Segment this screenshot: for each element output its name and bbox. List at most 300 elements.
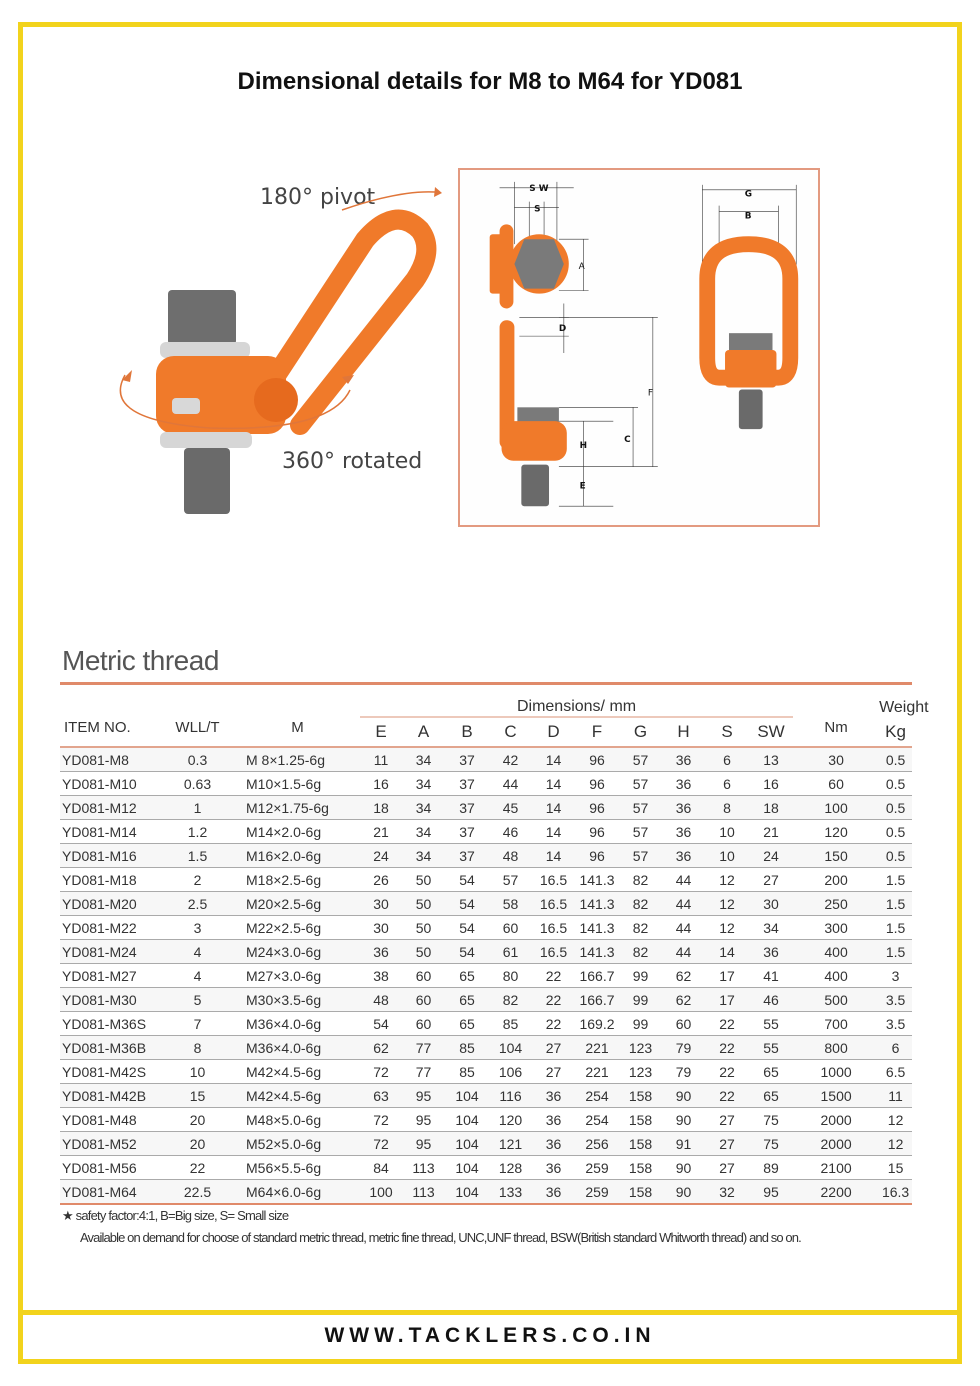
cell-a: 34	[402, 844, 445, 868]
cell-e: 100	[360, 1180, 402, 1205]
cell-h: 91	[662, 1132, 705, 1156]
cell-s: 22	[705, 1012, 749, 1036]
cell-h: 44	[662, 916, 705, 940]
column-header-m: M	[235, 713, 360, 743]
cell-g: 57	[619, 844, 662, 868]
cell-kg: 11	[879, 1084, 912, 1108]
cell-d: 16.5	[532, 892, 575, 916]
cell-sw: 27	[749, 868, 793, 892]
cell-nm: 250	[793, 892, 879, 916]
cell-e: 38	[360, 964, 402, 988]
cell-d: 36	[532, 1108, 575, 1132]
body-slot	[172, 398, 200, 414]
cell-sw: 41	[749, 964, 793, 988]
cell-h: 60	[662, 1012, 705, 1036]
cell-f: 254	[575, 1108, 619, 1132]
cell-e: 72	[360, 1132, 402, 1156]
cell-f: 254	[575, 1084, 619, 1108]
table-row	[60, 1036, 912, 1060]
cell-g: 82	[619, 868, 662, 892]
cell-g: 158	[619, 1132, 662, 1156]
cell-h: 36	[662, 820, 705, 844]
cell-a: 60	[402, 988, 445, 1012]
cell-e: 30	[360, 892, 402, 916]
cell-g: 123	[619, 1060, 662, 1084]
metric-thread-table	[60, 690, 929, 1205]
cell-h: 44	[662, 892, 705, 916]
cell-kg: 1.5	[879, 868, 912, 892]
cell-sw: 21	[749, 820, 793, 844]
cell-e: 54	[360, 1012, 402, 1036]
cell-thread: M20×2.5-6g	[235, 892, 360, 916]
cell-g: 57	[619, 772, 662, 796]
cell-wll: 0.3	[160, 747, 235, 772]
cell-b: 37	[445, 747, 489, 772]
column-header-kg: Kg	[879, 717, 912, 747]
cell-a: 50	[402, 916, 445, 940]
cell-c: 57	[489, 868, 532, 892]
cell-b: 65	[445, 1012, 489, 1036]
cell-c: 42	[489, 747, 532, 772]
cell-thread: M36×4.0-6g	[235, 1012, 360, 1036]
cell-nm: 2100	[793, 1156, 879, 1180]
cell-h: 90	[662, 1156, 705, 1180]
cell-thread: M10×1.5-6g	[235, 772, 360, 796]
pivot-joint	[254, 378, 298, 422]
cell-h: 36	[662, 844, 705, 868]
washer-bottom	[160, 432, 252, 448]
cell-b: 37	[445, 820, 489, 844]
cell-c: 106	[489, 1060, 532, 1084]
cell-wll: 4	[160, 940, 235, 964]
cell-wll: 3	[160, 916, 235, 940]
footer-divider	[18, 1310, 962, 1315]
cell-item-no: YD081-M30	[60, 988, 160, 1012]
cell-item-no: YD081-M48	[60, 1108, 160, 1132]
cell-d: 36	[532, 1132, 575, 1156]
cell-d: 16.5	[532, 916, 575, 940]
cell-g: 158	[619, 1108, 662, 1132]
side-view-hex	[517, 407, 559, 422]
cell-a: 113	[402, 1180, 445, 1205]
cell-item-no: YD081-M36S	[60, 1012, 160, 1036]
cell-b: 37	[445, 796, 489, 820]
column-header-wll-t: WLL/T	[160, 713, 235, 743]
cell-d: 36	[532, 1084, 575, 1108]
cell-sw: 55	[749, 1012, 793, 1036]
cell-d: 14	[532, 772, 575, 796]
table-row	[60, 940, 912, 964]
cell-thread: M48×5.0-6g	[235, 1108, 360, 1132]
cell-item-no: YD081-M52	[60, 1132, 160, 1156]
cell-kg: 15	[879, 1156, 912, 1180]
cell-c: 45	[489, 796, 532, 820]
cell-kg: 12	[879, 1132, 912, 1156]
cell-sw: 24	[749, 844, 793, 868]
cell-a: 34	[402, 747, 445, 772]
cell-s: 10	[705, 820, 749, 844]
cell-e: 36	[360, 940, 402, 964]
cell-d: 14	[532, 796, 575, 820]
cell-d: 22	[532, 988, 575, 1012]
cell-kg: 6.5	[879, 1060, 912, 1084]
cell-b: 104	[445, 1180, 489, 1205]
cell-wll: 20	[160, 1132, 235, 1156]
cell-h: 36	[662, 796, 705, 820]
cell-sw: 16	[749, 772, 793, 796]
cell-a: 113	[402, 1156, 445, 1180]
cell-wll: 1.5	[160, 844, 235, 868]
cell-s: 12	[705, 868, 749, 892]
cell-s: 6	[705, 747, 749, 772]
cell-sw: 36	[749, 940, 793, 964]
column-header-b: B	[445, 717, 489, 747]
cell-g: 99	[619, 964, 662, 988]
cell-e: 63	[360, 1084, 402, 1108]
cell-sw: 65	[749, 1060, 793, 1084]
cell-item-no: YD081-M18	[60, 868, 160, 892]
cell-item-no: YD081-M36B	[60, 1036, 160, 1060]
pivot-label: 180° pivot	[260, 185, 376, 210]
cell-f: 96	[575, 796, 619, 820]
cell-h: 44	[662, 868, 705, 892]
cell-b: 65	[445, 964, 489, 988]
swivel-eyebolt-illustration	[80, 170, 450, 530]
column-header-s: S	[705, 717, 749, 747]
cell-a: 34	[402, 820, 445, 844]
cell-s: 14	[705, 940, 749, 964]
cell-f: 221	[575, 1036, 619, 1060]
cell-c: 46	[489, 820, 532, 844]
column-header-h: H	[662, 717, 705, 747]
cell-kg: 1.5	[879, 892, 912, 916]
cell-c: 58	[489, 892, 532, 916]
label-sw: S W	[529, 183, 549, 194]
cell-b: 37	[445, 844, 489, 868]
table-row	[60, 916, 912, 940]
cell-f: 221	[575, 1060, 619, 1084]
table-row	[60, 747, 912, 772]
cell-d: 14	[532, 820, 575, 844]
top-view-hex	[514, 239, 563, 288]
cell-b: 104	[445, 1084, 489, 1108]
cell-kg: 0.5	[879, 844, 912, 868]
table-row	[60, 1060, 912, 1084]
front-view-shank	[739, 390, 763, 430]
column-header-c: C	[489, 717, 532, 747]
cell-a: 34	[402, 772, 445, 796]
cell-b: 54	[445, 892, 489, 916]
cell-f: 141.3	[575, 892, 619, 916]
cell-kg: 6	[879, 1036, 912, 1060]
cell-c: 48	[489, 844, 532, 868]
cell-b: 54	[445, 916, 489, 940]
cell-s: 22	[705, 1060, 749, 1084]
cell-sw: 55	[749, 1036, 793, 1060]
cell-f: 259	[575, 1180, 619, 1205]
cell-item-no: YD081-M56	[60, 1156, 160, 1180]
cell-d: 22	[532, 964, 575, 988]
cell-wll: 8	[160, 1036, 235, 1060]
column-header-g: G	[619, 717, 662, 747]
cell-c: 60	[489, 916, 532, 940]
cell-kg: 0.5	[879, 747, 912, 772]
cell-item-no: YD081-M42B	[60, 1084, 160, 1108]
cell-c: 128	[489, 1156, 532, 1180]
cell-c: 85	[489, 1012, 532, 1036]
cell-sw: 95	[749, 1180, 793, 1205]
cell-g: 82	[619, 916, 662, 940]
cell-item-no: YD081-M64	[60, 1180, 160, 1205]
cell-thread: M36×4.0-6g	[235, 1036, 360, 1060]
table-row	[60, 1156, 912, 1180]
cell-a: 50	[402, 868, 445, 892]
table-row	[60, 964, 912, 988]
column-header-item-no: ITEM NO.	[60, 713, 160, 743]
column-header-f: F	[575, 717, 619, 747]
label-h: H	[579, 440, 588, 451]
cell-f: 96	[575, 844, 619, 868]
cell-s: 32	[705, 1180, 749, 1205]
cell-h: 90	[662, 1180, 705, 1205]
cell-a: 60	[402, 964, 445, 988]
cell-h: 36	[662, 747, 705, 772]
safety-note-text: safety factor:4:1, B=Big size, S= Small size	[75, 1208, 289, 1223]
cell-f: 141.3	[575, 940, 619, 964]
cell-g: 123	[619, 1036, 662, 1060]
cell-f: 259	[575, 1156, 619, 1180]
cell-e: 24	[360, 844, 402, 868]
cell-d: 36	[532, 1180, 575, 1205]
cell-sw: 34	[749, 916, 793, 940]
cell-d: 16.5	[532, 868, 575, 892]
cell-f: 256	[575, 1132, 619, 1156]
cell-h: 79	[662, 1036, 705, 1060]
rotate-label: 360° rotated	[282, 449, 423, 474]
cell-b: 54	[445, 940, 489, 964]
cell-c: 133	[489, 1180, 532, 1205]
cell-e: 72	[360, 1060, 402, 1084]
cell-c: 82	[489, 988, 532, 1012]
cell-thread: M30×3.5-6g	[235, 988, 360, 1012]
cell-sw: 89	[749, 1156, 793, 1180]
cell-wll: 2.5	[160, 892, 235, 916]
section-rule	[60, 682, 912, 685]
cell-f: 169.2	[575, 1012, 619, 1036]
cell-sw: 13	[749, 747, 793, 772]
cell-wll: 20	[160, 1108, 235, 1132]
cell-s: 27	[705, 1156, 749, 1180]
website-footer[interactable]: WWW.TACKLERS.CO.IN	[324, 1324, 656, 1347]
cell-s: 10	[705, 844, 749, 868]
cell-nm: 800	[793, 1036, 879, 1060]
cell-wll: 22.5	[160, 1180, 235, 1205]
cell-thread: M16×2.0-6g	[235, 844, 360, 868]
cell-d: 27	[532, 1036, 575, 1060]
cell-thread: M56×5.5-6g	[235, 1156, 360, 1180]
label-e: E	[579, 481, 586, 492]
cell-wll: 22	[160, 1156, 235, 1180]
cell-s: 22	[705, 1084, 749, 1108]
table-row	[60, 772, 912, 796]
cell-g: 158	[619, 1156, 662, 1180]
cell-nm: 400	[793, 940, 879, 964]
cell-item-no: YD081-M14	[60, 820, 160, 844]
cell-f: 166.7	[575, 988, 619, 1012]
cell-s: 27	[705, 1108, 749, 1132]
label-s: S	[534, 204, 541, 215]
label-c: C	[624, 434, 631, 445]
cell-sw: 65	[749, 1084, 793, 1108]
cell-d: 36	[532, 1156, 575, 1180]
cell-s: 27	[705, 1132, 749, 1156]
label-d: D	[558, 324, 567, 335]
cell-b: 85	[445, 1036, 489, 1060]
table-row	[60, 1084, 912, 1108]
cell-d: 27	[532, 1060, 575, 1084]
cell-d: 14	[532, 747, 575, 772]
cell-item-no: YD081-M42S	[60, 1060, 160, 1084]
cell-s: 8	[705, 796, 749, 820]
cell-g: 82	[619, 940, 662, 964]
cell-nm: 120	[793, 820, 879, 844]
cell-item-no: YD081-M22	[60, 916, 160, 940]
cell-item-no: YD081-M20	[60, 892, 160, 916]
cell-e: 18	[360, 796, 402, 820]
cell-c: 80	[489, 964, 532, 988]
cell-nm: 30	[793, 747, 879, 772]
cell-a: 95	[402, 1132, 445, 1156]
cell-thread: M12×1.75-6g	[235, 796, 360, 820]
cell-kg: 1.5	[879, 916, 912, 940]
front-view-body	[725, 350, 776, 388]
cell-nm: 2000	[793, 1108, 879, 1132]
pivot-arrowhead	[434, 187, 442, 197]
column-header-a: A	[402, 717, 445, 747]
cell-f: 96	[575, 820, 619, 844]
cell-thread: M14×2.0-6g	[235, 820, 360, 844]
cell-sw: 46	[749, 988, 793, 1012]
cell-wll: 4	[160, 964, 235, 988]
cell-thread: M18×2.5-6g	[235, 868, 360, 892]
cell-s: 17	[705, 988, 749, 1012]
cell-h: 62	[662, 988, 705, 1012]
cell-s: 12	[705, 892, 749, 916]
cell-c: 44	[489, 772, 532, 796]
label-f: F	[647, 388, 654, 399]
cell-thread: M42×4.5-6g	[235, 1060, 360, 1084]
cell-a: 77	[402, 1060, 445, 1084]
cell-thread: M27×3.0-6g	[235, 964, 360, 988]
column-header-d: D	[532, 717, 575, 747]
cell-thread: M 8×1.25-6g	[235, 747, 360, 772]
weight-header: Weight	[879, 699, 929, 716]
cell-e: 30	[360, 916, 402, 940]
section-heading: Metric thread	[62, 645, 219, 676]
cell-b: 37	[445, 772, 489, 796]
cell-nm: 700	[793, 1012, 879, 1036]
cell-f: 166.7	[575, 964, 619, 988]
column-header-sw: SW	[749, 717, 793, 747]
table-row	[60, 796, 912, 820]
cell-nm: 500	[793, 988, 879, 1012]
cell-nm: 1000	[793, 1060, 879, 1084]
table-row	[60, 820, 912, 844]
cell-e: 48	[360, 988, 402, 1012]
cell-f: 96	[575, 747, 619, 772]
side-view-body	[502, 421, 567, 461]
table-row	[60, 988, 912, 1012]
cell-wll: 5	[160, 988, 235, 1012]
cell-g: 158	[619, 1084, 662, 1108]
cell-item-no: YD081-M12	[60, 796, 160, 820]
cell-c: 61	[489, 940, 532, 964]
cell-item-no: YD081-M24	[60, 940, 160, 964]
cell-b: 54	[445, 868, 489, 892]
cell-c: 120	[489, 1108, 532, 1132]
cell-nm: 100	[793, 796, 879, 820]
cell-b: 104	[445, 1108, 489, 1132]
cell-b: 65	[445, 988, 489, 1012]
safety-note	[62, 1208, 288, 1224]
cell-a: 60	[402, 1012, 445, 1036]
cell-s: 22	[705, 1036, 749, 1060]
cell-e: 11	[360, 747, 402, 772]
cell-d: 14	[532, 844, 575, 868]
table-row	[60, 1132, 912, 1156]
cell-g: 57	[619, 747, 662, 772]
cell-a: 77	[402, 1036, 445, 1060]
cell-nm: 2000	[793, 1132, 879, 1156]
cell-kg: 0.5	[879, 772, 912, 796]
cell-g: 99	[619, 988, 662, 1012]
cell-kg: 3.5	[879, 1012, 912, 1036]
cell-s: 6	[705, 772, 749, 796]
cell-nm: 1500	[793, 1084, 879, 1108]
cell-kg: 3.5	[879, 988, 912, 1012]
cell-s: 17	[705, 964, 749, 988]
cell-g: 57	[619, 796, 662, 820]
table-row	[60, 1012, 912, 1036]
cell-g: 99	[619, 1012, 662, 1036]
cell-kg: 12	[879, 1108, 912, 1132]
cell-thread: M24×3.0-6g	[235, 940, 360, 964]
cell-nm: 2200	[793, 1180, 879, 1205]
cell-nm: 150	[793, 844, 879, 868]
cell-kg: 0.5	[879, 820, 912, 844]
cell-a: 34	[402, 796, 445, 820]
cell-sw: 75	[749, 1108, 793, 1132]
threaded-shank	[184, 448, 230, 514]
table-row	[60, 844, 912, 868]
table-row	[60, 868, 912, 892]
cell-thread: M64×6.0-6g	[235, 1180, 360, 1205]
table-row	[60, 1108, 912, 1132]
cell-d: 16.5	[532, 940, 575, 964]
cell-c: 104	[489, 1036, 532, 1060]
cell-item-no: YD081-M8	[60, 747, 160, 772]
cell-a: 95	[402, 1108, 445, 1132]
cell-kg: 0.5	[879, 796, 912, 820]
cell-nm: 200	[793, 868, 879, 892]
hex-bolt-head	[168, 290, 236, 345]
cell-item-no: YD081-M27	[60, 964, 160, 988]
cell-c: 116	[489, 1084, 532, 1108]
cell-kg: 3	[879, 964, 912, 988]
rotation-arrowhead-left	[122, 370, 132, 382]
cell-sw: 75	[749, 1132, 793, 1156]
cell-f: 141.3	[575, 916, 619, 940]
